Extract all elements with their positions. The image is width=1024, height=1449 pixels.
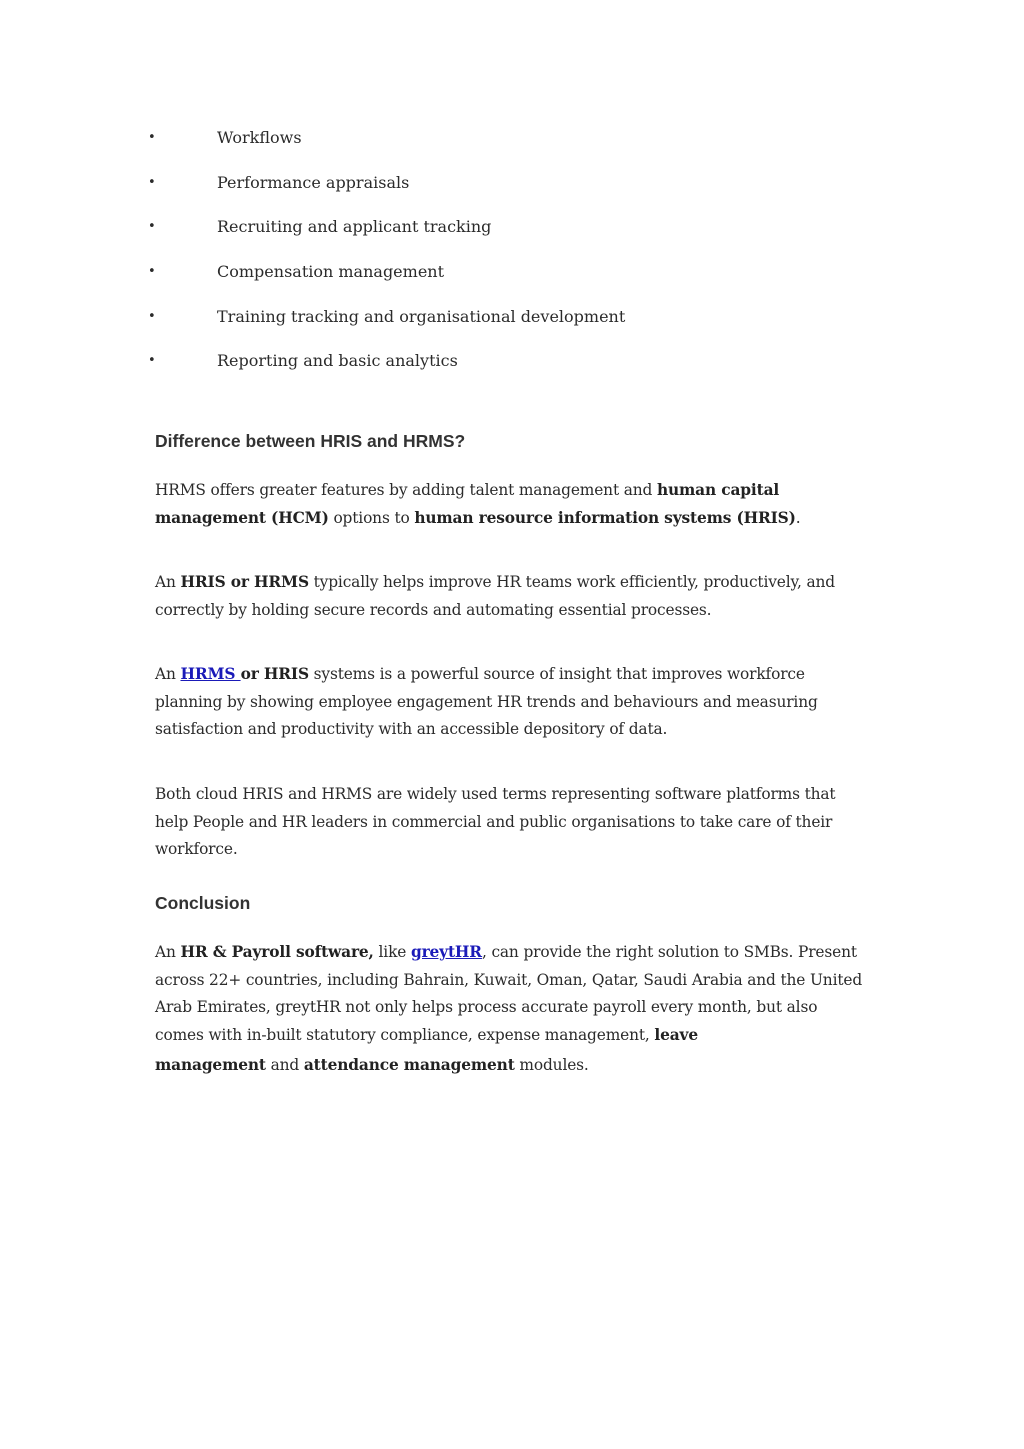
list-item-text: Performance appraisals	[217, 172, 410, 192]
paragraph-text: systems is a powerful source of insight that improves workforce planning by showing employee engagement HR trends and behaviours and measuring satisfaction and productivity with an accessible depository of data.	[155, 665, 818, 739]
bullet-icon: •	[148, 219, 156, 235]
list-item	[0, 302, 1024, 347]
list-item-text: Reporting and basic analytics	[217, 351, 458, 371]
hrms-link[interactable]: HRMS	[180, 665, 241, 683]
paragraph-text: , can provide the right solution to SMBs. Present across 22+ countries, including Bahrain, Kuwait, Oman, Qatar, Saudi Arabia and the United Arab Emirates, greytHR not only helps process accurate payroll every month, but also comes with in-built statutory compliance, expense management,	[155, 943, 863, 1045]
bold-term-hris-or-hrms: HRIS or HRMS	[180, 573, 309, 591]
bullet-icon: •	[148, 353, 156, 369]
bold-term-attendance: attendance management	[303, 1055, 515, 1074]
bold-term-leave: leave	[654, 1026, 698, 1045]
bullet-icon: •	[148, 308, 156, 324]
features-list	[0, 123, 1024, 391]
list-item	[0, 257, 1024, 302]
bold-term-hris: human resource information systems (HRIS)	[414, 508, 796, 527]
list-item-text: Compensation management	[217, 262, 445, 282]
bold-term-or-hris: or HRIS	[240, 665, 309, 683]
paragraph-text: typically helps improve HR teams work efficiently, productively, and correctly by holding secure records and automating essential processes.	[155, 573, 835, 619]
list-item	[0, 212, 1024, 257]
bullet-icon: •	[148, 174, 156, 190]
list-item-text: Training tracking and organisational development	[217, 306, 626, 326]
bold-term-hr-payroll: HR & Payroll software,	[180, 943, 374, 961]
list-item-text: Workflows	[217, 128, 302, 147]
paragraph-hrms-features	[155, 477, 867, 532]
list-item	[0, 346, 1024, 391]
list-item	[0, 168, 1024, 213]
list-item-text: Recruiting and applicant tracking	[217, 217, 492, 237]
paragraph-last-line	[155, 1052, 867, 1080]
paragraph-text: An	[155, 943, 181, 961]
bullet-icon: •	[148, 264, 156, 280]
paragraph-text: HRMS offers greater features by adding talent management and	[155, 481, 657, 499]
paragraph-text: modules.	[514, 1055, 589, 1074]
paragraph-text: An	[155, 573, 181, 591]
paragraph-text: like	[373, 943, 411, 961]
paragraph-cloud: Both cloud HRIS and HRMS are widely used terms representing software platforms that help People and HR leaders in commercial and public organisations to take care of their workforce.	[155, 785, 836, 859]
paragraph-insight	[155, 661, 867, 744]
paragraph-text: .	[795, 508, 801, 527]
bold-term-hcm: human capital management (HCM)	[155, 481, 780, 527]
list-item	[0, 123, 1024, 168]
section-heading-difference: Difference between HRIS and HRMS?	[155, 431, 466, 451]
paragraph-text: and	[265, 1055, 304, 1074]
bold-term-management: management	[155, 1055, 266, 1074]
greythr-link[interactable]: greytHR	[410, 943, 482, 961]
paragraph-text: An	[155, 665, 181, 683]
bullet-icon: •	[148, 130, 156, 145]
paragraph-text: options to	[328, 508, 415, 527]
section-heading-conclusion: Conclusion	[155, 893, 251, 913]
paragraph-conclusion	[155, 939, 867, 1080]
paragraph-hris-or-hrms	[155, 569, 867, 624]
